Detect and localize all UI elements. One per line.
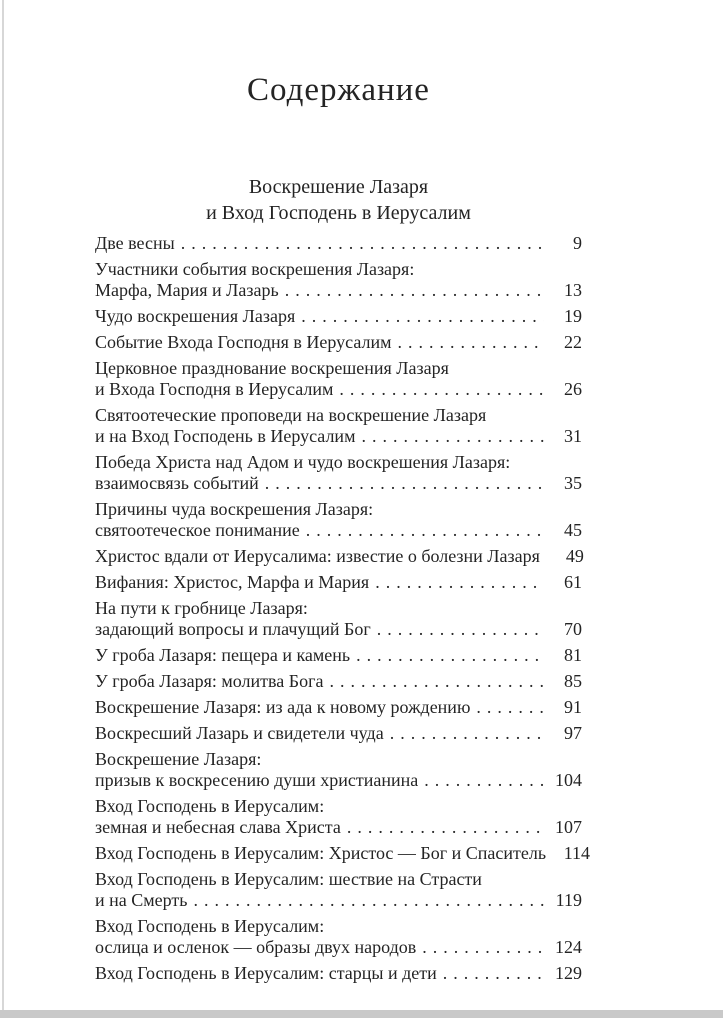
toc-entry[interactable] [95,598,582,640]
toc-line [95,306,582,327]
toc-page-number: 129 [555,963,582,983]
toc-line [95,379,582,400]
toc-entry-text: Воскрешение Лазаря: [95,749,262,769]
dot-leader [424,770,544,791]
dot-leader [285,280,544,301]
dot-leader [301,306,544,327]
toc-page-number: 13 [564,280,582,300]
toc-entry-text: На пути к гробнице Лазаря: [95,598,308,618]
toc-entry-text: Вход Господень в Иерусалим: [95,916,325,936]
toc-line [95,405,582,426]
dot-leader [390,723,544,744]
toc-line [95,546,582,567]
dot-leader [422,937,544,958]
toc-page-number: 124 [555,937,582,957]
page-sheet [95,0,591,989]
toc-entry-text: Чудо воскрешения Лазаря [95,306,296,326]
toc-entry-text: Участники события воскрешения Лазаря: [95,259,415,279]
toc-line [95,619,582,640]
toc-entry-text: и на Вход Господень в Иерусалим [95,426,356,446]
toc-entry[interactable] [95,916,582,958]
toc-line [95,749,582,770]
toc-page-number: 97 [564,723,582,743]
toc-entry-text: Марфа, Мария и Лазарь [95,280,279,300]
toc-line [95,473,582,494]
toc-line [95,280,582,301]
toc-entry[interactable] [95,723,582,744]
toc-line [95,723,582,744]
dot-leader [377,619,544,640]
toc-entries [95,233,591,984]
toc-entry-text: взаимосвязь событий [95,473,259,493]
toc-page-number: 119 [555,890,582,910]
page-edge-bottom [0,1010,723,1018]
toc-entry-text: Вифания: Христос, Марфа и Мария [95,572,370,592]
toc-entry[interactable] [95,452,582,494]
dot-leader [347,817,544,838]
toc-page-number: 81 [564,645,582,665]
toc-line [95,645,582,666]
toc-line [95,332,582,353]
toc-entry-text: задающий вопросы и плачущий Бог [95,619,371,639]
toc-line [95,598,582,619]
toc-line [95,890,582,911]
toc-line [95,817,582,838]
toc-line [95,499,582,520]
dot-leader [329,671,544,692]
toc-line [95,916,582,937]
toc-entry-text: Вход Господень в Иерусалим: шествие на Страсти [95,869,482,889]
page-edge-left [2,0,4,1010]
toc-entry-text: Вход Господень в Иерусалим: Христос — Бог и Спаситель [95,843,547,863]
toc-line [95,697,582,718]
toc-entry-text: земная и небесная слава Христа [95,817,341,837]
toc-page-number: 35 [564,473,582,493]
toc-line [95,358,582,379]
toc-entry-text: Церковное празднование воскрешения Лазаря [95,358,449,378]
toc-line [95,233,582,254]
toc-line [95,259,582,280]
toc-page-number: 9 [573,233,582,253]
dot-leader [339,379,544,400]
section-heading-line1: Воскрешение Лазаря [248,176,429,198]
toc-entry[interactable] [95,499,582,541]
toc-page-number: 70 [564,619,582,639]
toc-entry[interactable] [95,306,582,327]
toc-entry-text: и Входа Господня в Иерусалим [95,379,334,399]
toc-entry-text: и на Смерть [95,890,188,910]
toc-entry-text: святоотеческое понимание [95,520,300,540]
toc-entry[interactable] [95,572,582,593]
toc-page-number: 104 [555,770,582,790]
toc-entry-text: призыв к воскресению души христианина [95,770,419,790]
page-title: Содержание [247,72,430,108]
toc-line [95,671,582,692]
dot-leader [265,473,544,494]
dot-leader [361,426,544,447]
toc-page-number: 114 [563,843,591,863]
toc-line [95,426,582,447]
toc-entry-text: Вход Господень в Иерусалим: старцы и дети [95,963,437,983]
toc-page-number: 91 [564,697,582,717]
section-heading-line2: и Вход Господень в Иерусалим [206,202,471,224]
toc-entry[interactable] [95,332,582,353]
toc-entry-text: У гроба Лазаря: молитва Бога [95,671,324,691]
toc-page-number: 26 [564,379,582,399]
toc-page-number: 22 [564,332,582,352]
toc-line [95,572,582,593]
toc-entry[interactable] [95,869,582,911]
toc-entry-text: Победа Христа над Адом и чудо воскрешения Лазаря: [95,452,511,472]
toc-line [95,796,582,817]
toc-line [95,452,582,473]
toc-line [95,869,582,890]
toc-page-number: 31 [564,426,582,446]
dot-leader [306,520,544,541]
toc-page-number: 107 [555,817,582,837]
toc-page-number: 49 [565,546,584,566]
toc-entry[interactable] [95,405,582,447]
toc-entry[interactable] [95,843,591,864]
toc-entry[interactable] [95,546,582,567]
dot-leader [398,332,544,353]
toc-entry[interactable] [95,697,582,718]
toc-entry-text: Вход Господень в Иерусалим: [95,796,325,816]
section-heading [95,174,582,226]
toc-line [95,520,582,541]
toc-entry[interactable] [95,259,582,301]
toc-line [95,937,582,958]
toc-entry[interactable] [95,796,582,838]
toc-entry[interactable] [95,749,582,791]
toc-entry-text: У гроба Лазаря: пещера и камень [95,645,351,665]
toc-entry-text: Событие Входа Господня в Иерусалим [95,332,392,352]
toc-entry[interactable] [95,963,582,984]
toc-page-number: 19 [564,306,582,326]
toc-line [95,843,591,864]
toc-entry[interactable] [95,671,582,692]
toc-entry-text: ослица и осленок — образы двух народов [95,937,417,957]
toc-entry[interactable] [95,358,582,400]
dot-leader [375,572,544,593]
toc-line [95,770,582,791]
dot-leader [356,645,544,666]
dot-leader [193,890,544,911]
toc-entry-text: Христос вдали от Иерусалима: известие о болезни Лазаря [95,546,540,566]
dot-leader [443,963,544,984]
toc-entry-text: Воскресший Лазарь и свидетели чуда [95,723,384,743]
toc-entry[interactable] [95,233,582,254]
toc-entry-text: Святоотеческие проповеди на воскрешение Лазаря [95,405,487,425]
toc-page-number: 45 [564,520,582,540]
toc-entry-text: Две весны [95,233,175,253]
toc-page-number: 61 [564,572,582,592]
dot-leader [181,233,544,254]
toc-entry[interactable] [95,645,582,666]
dot-leader [476,697,544,718]
toc-entry-text: Причины чуда воскрешения Лазаря: [95,499,374,519]
toc-entry-text: Воскрешение Лазаря: из ада к новому рождению [95,697,471,717]
toc-page-number: 85 [564,671,582,691]
toc-line [95,963,582,984]
